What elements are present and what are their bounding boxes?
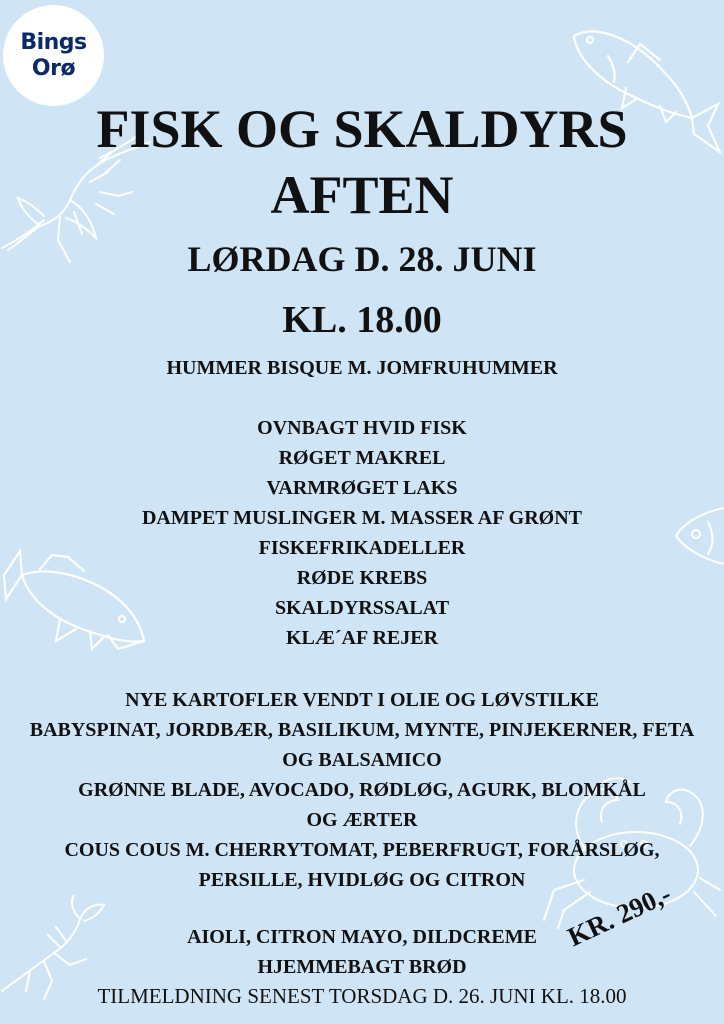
menu-item: SKALDYRSSALAT — [274, 597, 450, 619]
menu-item: FISKEFRIKADELLER — [258, 537, 466, 559]
side-item: COUS COUS M. CHERRYTOMAT, PEBERFRUGT, FORÅRSLØG, — [64, 839, 660, 861]
side-item: PERSILLE, HVIDLØG OG CITRON — [198, 869, 526, 891]
extra-item: HJEMMEBAGT BRØD — [257, 956, 467, 978]
bings-oro-logo — [3, 5, 104, 106]
event-title-line-2: AFTEN — [270, 165, 454, 225]
menu-sides-list — [0, 685, 724, 895]
extra-item: AIOLI, CITRON MAYO, DILDCREME — [187, 926, 537, 948]
event-title-line-1: FISK OG SKALDYRS — [96, 99, 628, 159]
logo-line-2: Orø — [31, 55, 76, 81]
menu-item: OVNBAGT HVID FISK — [257, 417, 467, 439]
menu-item: VARMRØGET LAKS — [266, 477, 458, 499]
side-item: BABYSPINAT, JORDBÆR, BASILIKUM, MYNTE, PINJEKERNER, FETA — [29, 719, 695, 741]
menu-item: RØDE KREBS — [296, 567, 428, 589]
side-item: OG ÆRTER — [306, 809, 418, 831]
price-label: KR. 290,- — [563, 878, 676, 953]
menu-starter: HUMMER BISQUE M. JOMFRUHUMMER — [166, 357, 558, 379]
menu-item: RØGET MAKREL — [278, 447, 446, 469]
event-date: LØRDAG D. 28. JUNI — [187, 239, 537, 279]
menu-mains-list — [0, 413, 724, 653]
event-time: KL. 18.00 — [282, 299, 442, 341]
menu-item: KLÆ´AF REJER — [285, 627, 439, 649]
signup-deadline: TILMELDNING SENEST TORSDAG D. 26. JUNI KL. 18.00 — [97, 984, 627, 1008]
side-item: OG BALSAMICO — [282, 749, 442, 771]
side-item: GRØNNE BLADE, AVOCADO, RØDLØG, AGURK, BLOMKÅL — [78, 779, 646, 801]
side-item: NYE KARTOFLER VENDT I OLIE OG LØVSTILKE — [125, 689, 599, 711]
menu-item: DAMPET MUSLINGER M. MASSER AF GRØNT — [141, 507, 583, 529]
logo-line-1: Bings — [20, 29, 87, 55]
